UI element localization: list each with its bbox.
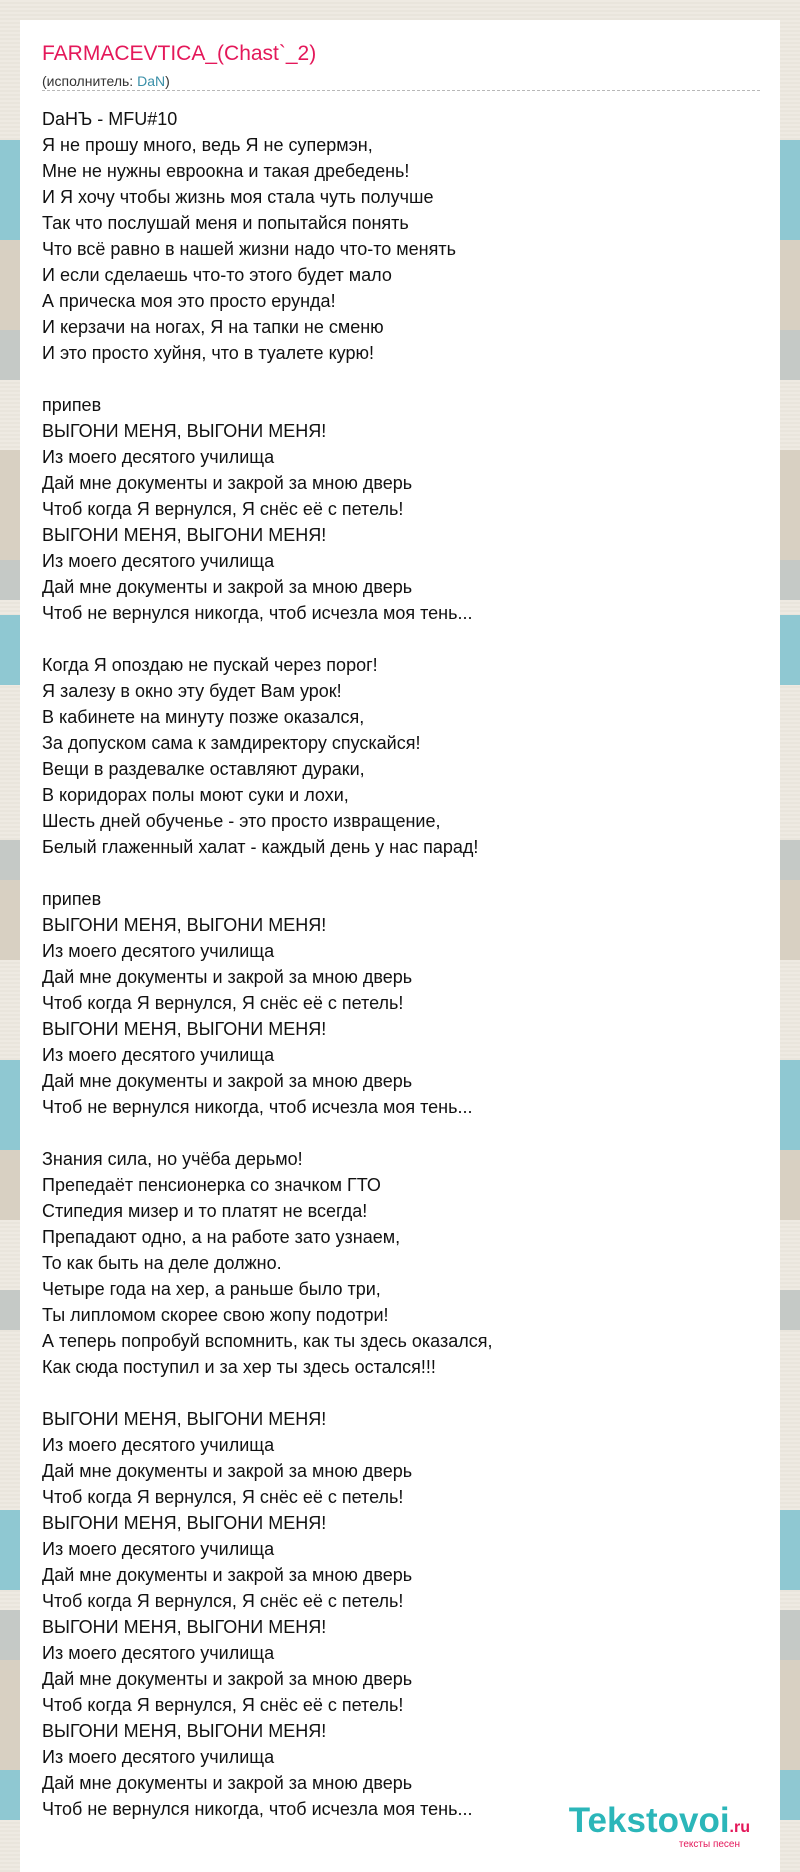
lyric-line: То как быть на деле должно. xyxy=(42,1253,282,1273)
lyric-line: А прическа моя это просто ерунда! xyxy=(42,291,336,311)
title-divider xyxy=(42,90,760,91)
lyric-line: Когда Я опоздаю не пускай через порог! xyxy=(42,655,378,675)
lyric-line: Дай мне документы и закрой за мною дверь xyxy=(42,1565,413,1585)
lyric-line: Ты липломом скорее свою жопу подотри! xyxy=(42,1305,389,1325)
lyric-line: Из моего десятого училища xyxy=(42,1435,275,1455)
lyric-line: Шесть дней обученье - это просто извращение, xyxy=(42,811,441,831)
artist-line xyxy=(42,73,170,89)
lyric-line: Чтоб не вернулся никогда, чтоб исчезла моя тень... xyxy=(42,603,473,623)
lyric-line: припев xyxy=(42,889,102,909)
lyric-line: ВЫГОНИ МЕНЯ, ВЫГОНИ МЕНЯ! xyxy=(42,525,327,545)
artist-suffix: ) xyxy=(165,73,170,89)
lyric-line: За допуском сама к замдиректору спускайся! xyxy=(42,733,421,753)
lyric-line: ВЫГОНИ МЕНЯ, ВЫГОНИ МЕНЯ! xyxy=(42,1019,327,1039)
lyric-line: В кабинете на минуту позже оказался, xyxy=(42,707,365,727)
lyric-line: Дай мне документы и закрой за мною дверь xyxy=(42,1773,413,1793)
lyric-line: Чтоб когда Я вернулся, Я снёс её с петель! xyxy=(42,1487,404,1507)
lyric-line: ВЫГОНИ МЕНЯ, ВЫГОНИ МЕНЯ! xyxy=(42,1513,327,1533)
lyric-line: Мне не нужны евроокна и такая дребедень! xyxy=(42,161,410,181)
lyric-line: Вещи в раздевалке оставляют дураки, xyxy=(42,759,365,779)
lyric-line: Дай мне документы и закрой за мною дверь xyxy=(42,967,413,987)
logo-suffix: .ru xyxy=(729,1819,750,1836)
lyric-line: Четыре года на хер, а раньше было три, xyxy=(42,1279,381,1299)
lyric-blank-line xyxy=(42,626,493,652)
lyric-line: В коридорах полы моют суки и лохи, xyxy=(42,785,349,805)
lyric-line: припев xyxy=(42,395,102,415)
lyric-line: Из моего десятого училища xyxy=(42,1747,275,1767)
lyric-line: А теперь попробуй вспомнить, как ты здесь оказался, xyxy=(42,1331,493,1351)
logo-name: Tekstovoi xyxy=(568,1801,730,1840)
lyric-line: Дай мне документы и закрой за мною дверь xyxy=(42,1071,413,1091)
lyric-line: Чтоб не вернулся никогда, чтоб исчезла моя тень... xyxy=(42,1799,473,1819)
lyric-line: И если сделаешь что-то этого будет мало xyxy=(42,265,392,285)
lyric-blank-line xyxy=(42,366,493,392)
lyric-blank-line xyxy=(42,860,493,886)
logo-tagline: тексты песен xyxy=(678,1839,740,1850)
lyric-line: Дай мне документы и закрой за мною дверь xyxy=(42,473,413,493)
lyric-line: Из моего десятого училища xyxy=(42,1539,275,1559)
lyric-line: Препедаёт пенсионерка со значком ГТО xyxy=(42,1175,381,1195)
site-logo[interactable] xyxy=(569,1803,750,1850)
lyric-line: Как сюда поступил и за хер ты здесь остался!!! xyxy=(42,1357,436,1377)
lyrics-text xyxy=(42,106,493,1822)
artist-link[interactable]: DaN xyxy=(137,73,166,89)
lyric-line: Чтоб когда Я вернулся, Я снёс её с петель! xyxy=(42,499,404,519)
lyric-line: Стипедия мизер и то платят не всегда! xyxy=(42,1201,368,1221)
lyric-line: ВЫГОНИ МЕНЯ, ВЫГОНИ МЕНЯ! xyxy=(42,1721,327,1741)
lyric-line: ВЫГОНИ МЕНЯ, ВЫГОНИ МЕНЯ! xyxy=(42,1409,327,1429)
lyric-line: Знания сила, но учёба дерьмо! xyxy=(42,1149,303,1169)
lyric-line: Чтоб не вернулся никогда, чтоб исчезла моя тень... xyxy=(42,1097,473,1117)
lyric-line: Дай мне документы и закрой за мною дверь xyxy=(42,1461,413,1481)
lyric-line: Чтоб когда Я вернулся, Я снёс её с петель! xyxy=(42,1695,404,1715)
lyric-line: И это просто хуйня, что в туалете курю! xyxy=(42,343,374,363)
lyric-line: Из моего десятого училища xyxy=(42,447,275,467)
lyric-blank-line xyxy=(42,1120,493,1146)
lyrics-card xyxy=(20,20,780,1872)
lyric-line: DaНЪ - MFU#10 xyxy=(42,109,178,129)
lyric-line: Из моего десятого училища xyxy=(42,1045,275,1065)
lyric-line: Так что послушай меня и попытайся понять xyxy=(42,213,409,233)
lyric-line: ВЫГОНИ МЕНЯ, ВЫГОНИ МЕНЯ! xyxy=(42,421,327,441)
lyric-line: Чтоб когда Я вернулся, Я снёс её с петель! xyxy=(42,993,404,1013)
lyric-line: И Я хочу чтобы жизнь моя стала чуть получше xyxy=(42,187,434,207)
lyric-line: ВЫГОНИ МЕНЯ, ВЫГОНИ МЕНЯ! xyxy=(42,915,327,935)
lyric-line: Чтоб когда Я вернулся, Я снёс её с петель! xyxy=(42,1591,404,1611)
lyric-line: ВЫГОНИ МЕНЯ, ВЫГОНИ МЕНЯ! xyxy=(42,1617,327,1637)
lyric-line: Из моего десятого училища xyxy=(42,1643,275,1663)
lyric-line: Препадают одно, а на работе зато узнаем, xyxy=(42,1227,401,1247)
lyric-line: Я не прошу много, ведь Я не супермэн, xyxy=(42,135,373,155)
artist-prefix: (исполнитель: xyxy=(42,73,138,89)
lyric-line: И керзачи на ногах, Я на тапки не сменю xyxy=(42,317,384,337)
song-title: FARMACEVTICA_(Chast`_2) xyxy=(42,42,317,65)
lyric-line: Из моего десятого училища xyxy=(42,941,275,961)
lyric-line: Из моего десятого училища xyxy=(42,551,275,571)
lyric-line: Что всё равно в нашей жизни надо что-то менять xyxy=(42,239,456,259)
lyric-blank-line xyxy=(42,1380,493,1406)
lyric-line: Белый глаженный халат - каждый день у нас парад! xyxy=(42,837,479,857)
lyric-line: Я залезу в окно эту будет Вам урок! xyxy=(42,681,342,701)
lyric-line: Дай мне документы и закрой за мною дверь xyxy=(42,1669,413,1689)
lyric-line: Дай мне документы и закрой за мною дверь xyxy=(42,577,413,597)
